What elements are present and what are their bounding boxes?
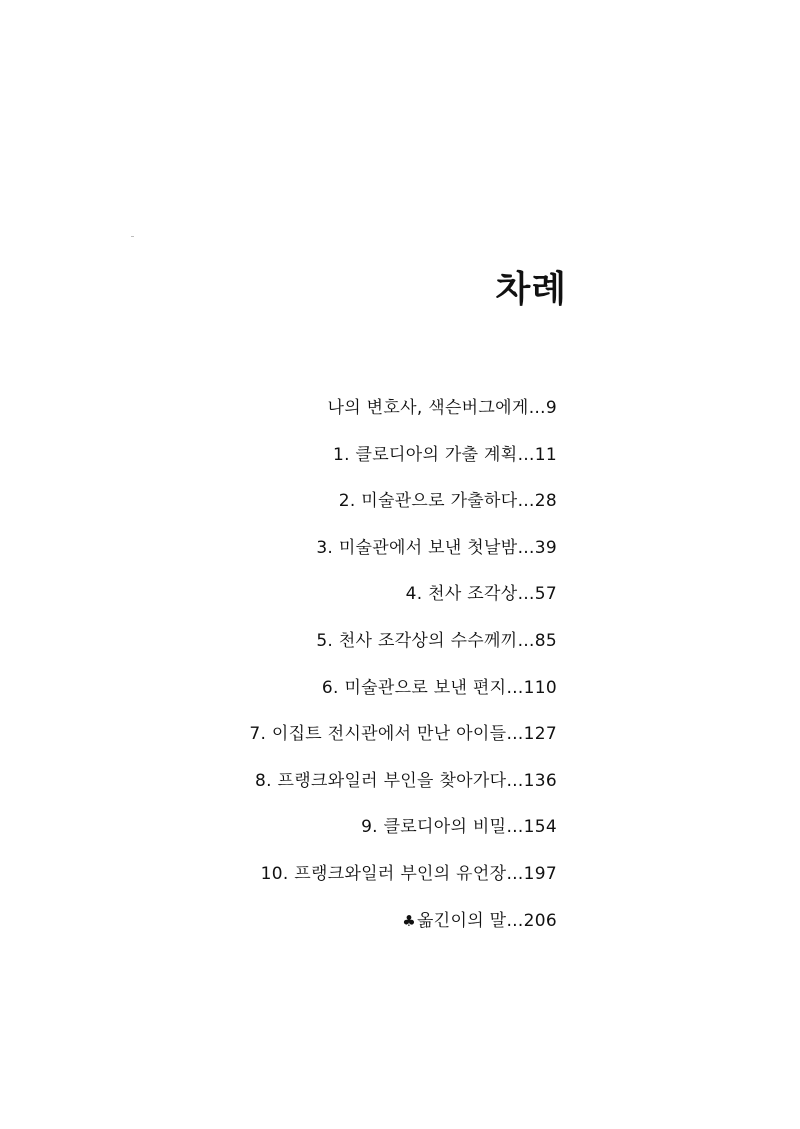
scan-speck [131,236,134,237]
toc-entry-chapter-3: 3. 미술관에서 보낸 첫날밤…39 [316,537,557,558]
toc-entry-chapter-9: 9. 클로디아의 비밀…154 [361,817,557,838]
toc-entry-dedication: 나의 변호사, 색슨버그에게…9 [327,398,557,418]
toc-entry-chapter-5: 5. 천사 조각상의 수수께끼…85 [316,630,557,651]
toc-entry-chapter-10: 10. 프랭크와일러 부인의 유언장…197 [260,863,557,884]
toc-entry-afterword [249,903,557,950]
toc-entry-chapter-4: 4. 천사 조각상…57 [405,584,557,605]
toc-entry-chapter-7: 7. 이집트 전시관에서 만난 아이들…127 [249,724,557,745]
toc-entry-chapter-1: 1. 클로디아의 가출 계획…11 [333,444,557,465]
afterword-label: 옮긴이의 말…206 [417,910,557,931]
toc-entry-chapter-2: 2. 미술관으로 가출하다…28 [338,491,557,512]
toc-title: 차례 [495,269,567,310]
club-icon: ♣ [402,911,417,930]
toc-entry-chapter-6: 6. 미술관으로 보낸 편지…110 [321,677,557,698]
toc-list [249,390,557,949]
toc-entry-chapter-8: 8. 프랭크와일러 부인을 찾아가다…136 [255,770,557,791]
